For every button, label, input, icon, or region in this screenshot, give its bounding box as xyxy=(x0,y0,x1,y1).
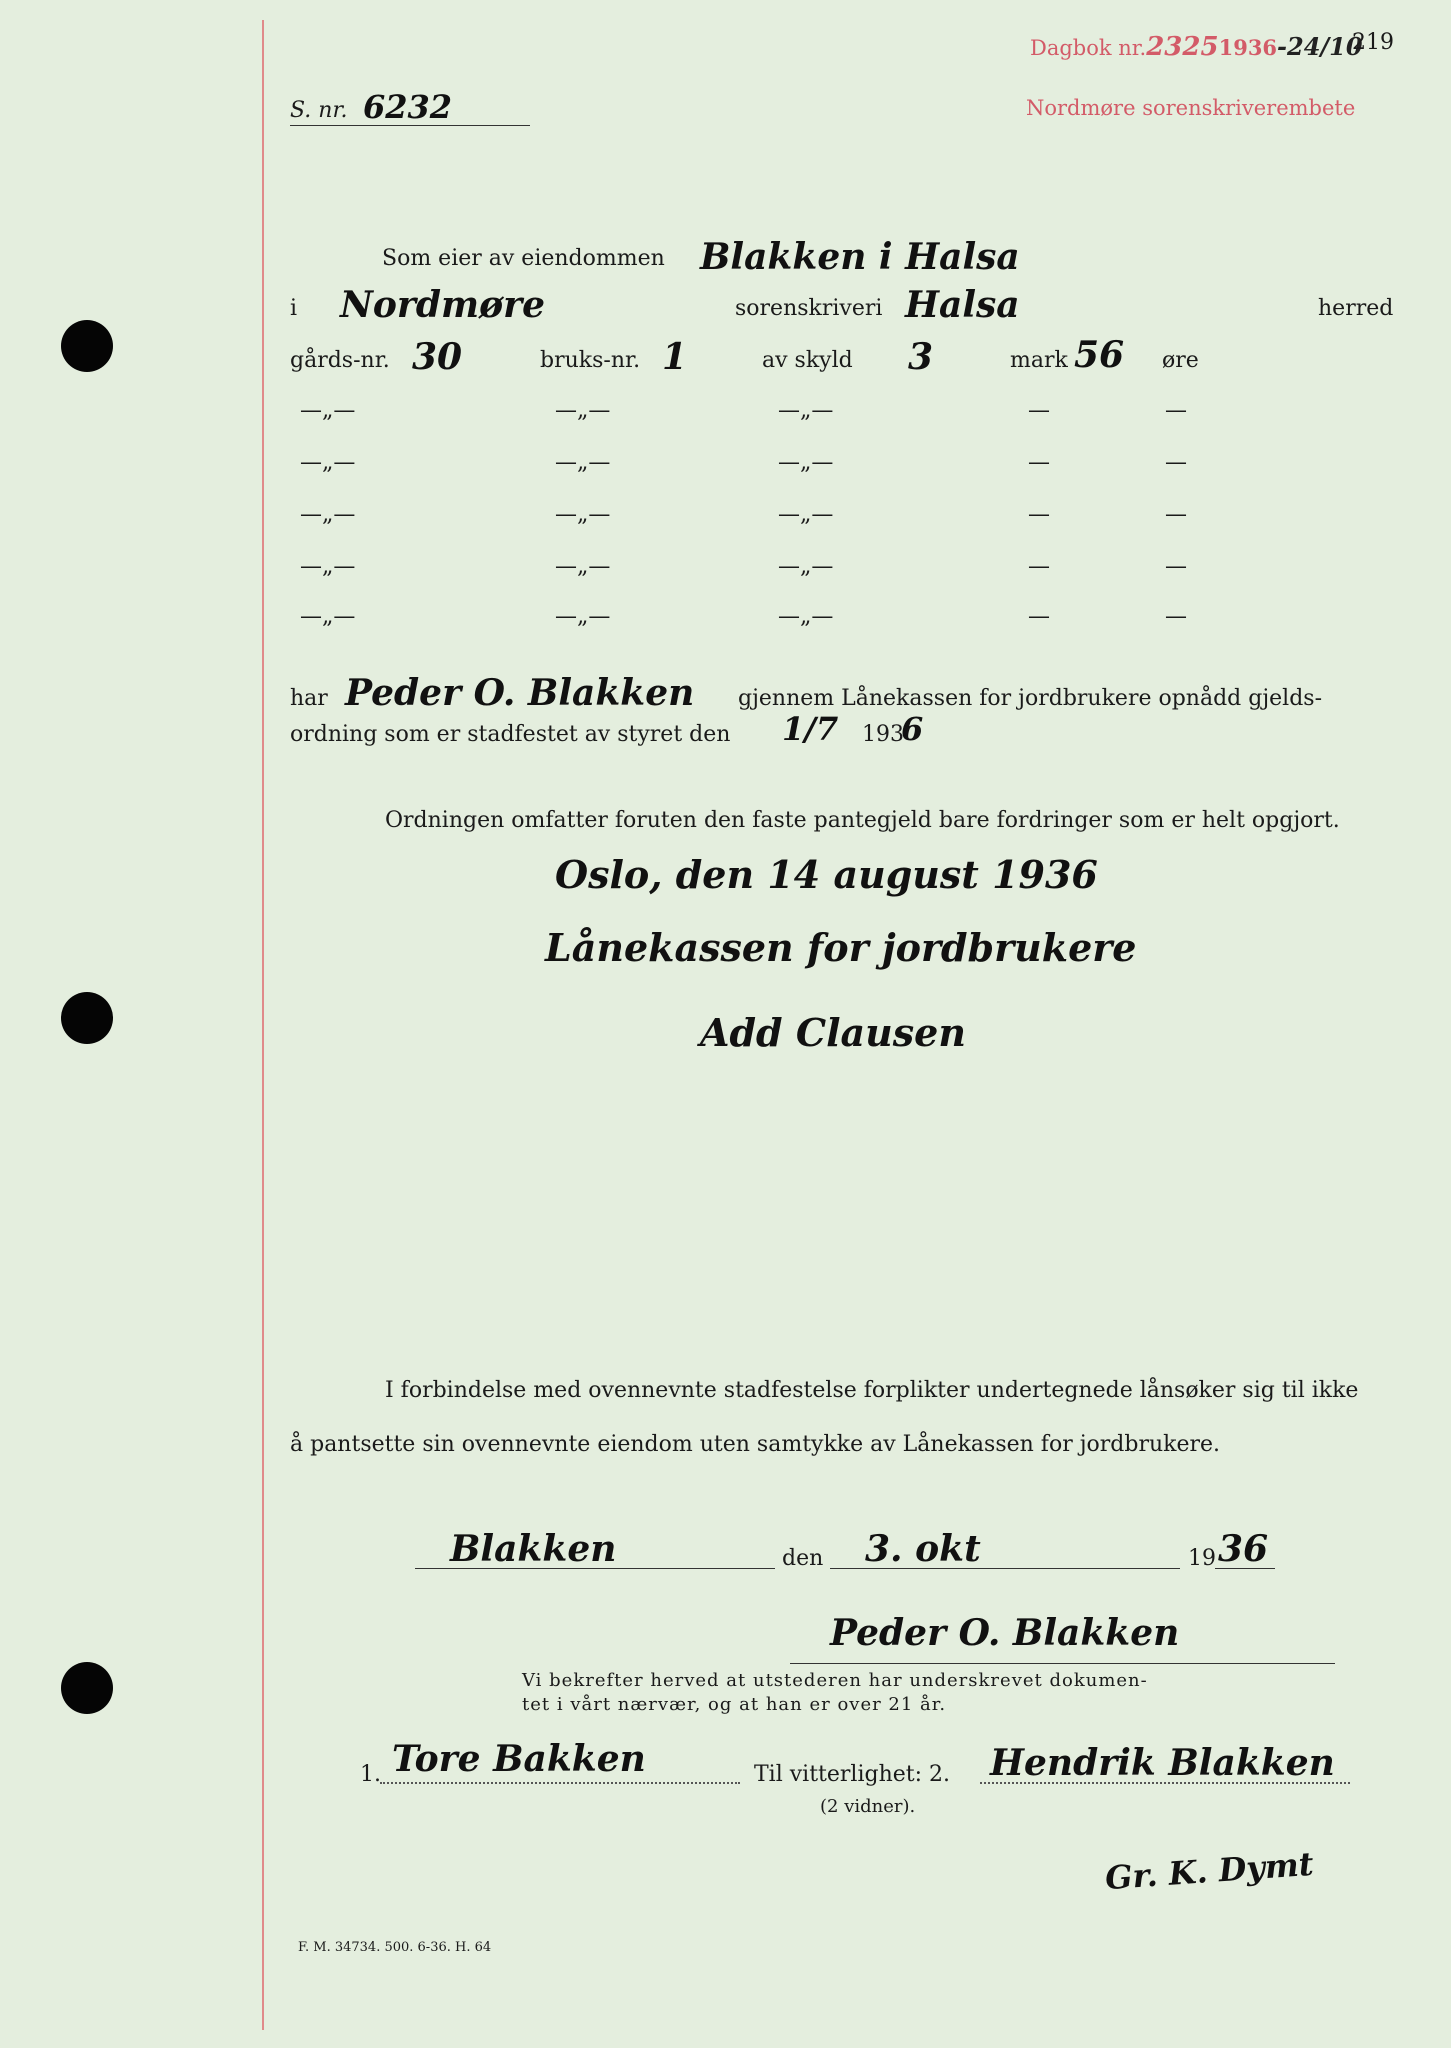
ditto-gards: —„— xyxy=(300,450,356,475)
margin-rule xyxy=(262,20,264,2030)
har-label: har xyxy=(290,686,328,711)
borrower-name: Peder O. Blakken xyxy=(345,672,695,714)
office-stamp: Nordmøre sorenskriverembete xyxy=(1026,96,1356,120)
witness-1-signature: Tore Bakken xyxy=(392,1738,646,1780)
punch-hole-middle xyxy=(61,992,113,1044)
mark-value: 56 xyxy=(1074,334,1125,376)
dash-ore: — xyxy=(1165,450,1187,475)
skyld-label: av skyld xyxy=(762,348,853,373)
ditto-gards: —„— xyxy=(300,604,356,629)
dash-mark: — xyxy=(1028,554,1050,579)
bruks-label: bruks-nr. xyxy=(540,348,641,373)
signing-place-line xyxy=(415,1568,775,1569)
herred-label: herred xyxy=(1318,296,1394,321)
skyld-value: 3 xyxy=(908,336,934,378)
page-number: 219 xyxy=(1352,30,1394,55)
signing-year-line xyxy=(1215,1568,1275,1569)
sorenskriveri-label: sorenskriveri xyxy=(735,296,883,321)
dash-ore: — xyxy=(1165,554,1187,579)
statement-line-2: ordning som er stadfestet av styret den xyxy=(290,722,731,747)
punch-hole-bottom xyxy=(61,1662,113,1714)
borrower-signature: Peder O. Blakken xyxy=(830,1612,1180,1654)
mark-label: mark xyxy=(1010,348,1068,373)
institution-handwritten: Lånekassen for jordbrukere xyxy=(545,925,1137,970)
signing-year-printed: 19 xyxy=(1188,1546,1216,1571)
punch-hole-top xyxy=(61,320,113,372)
gards-value: 30 xyxy=(412,336,463,378)
scope-text: Ordningen omfatter foruten den faste pantegjeld bare fordringer som er helt opgjort. xyxy=(385,808,1340,833)
signing-year-hand: 36 xyxy=(1218,1528,1269,1570)
dash-mark: — xyxy=(1028,502,1050,527)
ditto-skyld: —„— xyxy=(778,604,834,629)
obligation-line-1: I forbindelse med ovennevnte stadfestelse forplikter undertegnede lånsøker sig til ikke xyxy=(385,1378,1359,1403)
dash-ore: — xyxy=(1165,604,1187,629)
dagbok-date: 24/10 xyxy=(1287,32,1363,61)
witness-text-1: Vi bekrefter herved at utstederen har underskrevet dokumen- xyxy=(522,1670,1148,1691)
ditto-bruks: —„— xyxy=(555,450,611,475)
ditto-gards: —„— xyxy=(300,398,356,423)
ditto-gards: —„— xyxy=(300,502,356,527)
dagbok-number: 2325 xyxy=(1146,32,1219,62)
signing-place: Blakken xyxy=(450,1528,617,1570)
ditto-bruks: —„— xyxy=(555,554,611,579)
approval-year-hand: 6 xyxy=(901,710,924,748)
ditto-bruks: —„— xyxy=(555,502,611,527)
form-code: F. M. 34734. 500. 6-36. H. 64 xyxy=(298,1940,492,1955)
witness-text-2: tet i vårt nærvær, og at han er over 21 år. xyxy=(522,1694,947,1715)
witness-1-number: 1. xyxy=(360,1762,381,1787)
signing-date: 3. okt xyxy=(865,1528,981,1570)
witness-2-signature: Hendrik Blakken xyxy=(990,1742,1335,1784)
district: Nordmøre xyxy=(340,284,546,326)
dash-ore: — xyxy=(1165,502,1187,527)
owner-intro: Som eier av eiendommen xyxy=(382,246,665,271)
dash-mark: — xyxy=(1028,398,1050,423)
ditto-skyld: —„— xyxy=(778,398,834,423)
herred-value: Halsa xyxy=(905,284,1020,326)
ditto-bruks: —„— xyxy=(555,398,611,423)
dash-mark: — xyxy=(1028,604,1050,629)
ditto-skyld: —„— xyxy=(778,502,834,527)
place-date-handwritten: Oslo, den 14 august 1936 xyxy=(555,852,1098,897)
property-name: Blakken i Halsa xyxy=(700,236,1020,278)
s-nr-underline xyxy=(290,125,530,126)
bruks-value: 1 xyxy=(662,336,688,378)
signing-date-line xyxy=(830,1568,1180,1569)
ditto-skyld: —„— xyxy=(778,450,834,475)
lanekassen-signature: Add Clausen xyxy=(700,1010,966,1055)
signature-line xyxy=(790,1663,1335,1664)
den-label: den xyxy=(782,1546,824,1571)
s-nr-value: 6232 xyxy=(363,88,453,126)
dash-mark: — xyxy=(1028,450,1050,475)
ditto-bruks: —„— xyxy=(555,604,611,629)
dagbok-label: Dagbok nr. xyxy=(1030,36,1147,60)
ditto-skyld: —„— xyxy=(778,554,834,579)
s-nr-label: S. nr. xyxy=(290,98,348,123)
witness-2-line xyxy=(980,1782,1350,1784)
gards-label: gårds-nr. xyxy=(290,348,390,373)
statement-line-1: gjennem Lånekassen for jordbrukere opnådd gjelds- xyxy=(738,686,1323,711)
i-label: i xyxy=(290,296,298,321)
dash-ore: — xyxy=(1165,398,1187,423)
dagbok-year: 1936 xyxy=(1218,35,1278,60)
ore-label: øre xyxy=(1162,348,1199,373)
vidner-note: (2 vidner). xyxy=(820,1796,916,1817)
approval-date: 1/7 xyxy=(782,710,839,748)
approval-year-printed: 193 xyxy=(862,722,904,747)
registrar-initials: Gr. K. Dymt xyxy=(1103,1844,1315,1898)
witness-1-line xyxy=(380,1782,740,1784)
obligation-line-2: å pantsette sin ovennevnte eiendom uten samtykke av Lånekassen for jordbrukere. xyxy=(290,1432,1221,1457)
dagbok-stamp: Dagbok nr.23251936-24/10 xyxy=(1030,32,1363,62)
ditto-gards: —„— xyxy=(300,554,356,579)
vitterlighet-label: Til vitterlighet: 2. xyxy=(754,1762,951,1787)
